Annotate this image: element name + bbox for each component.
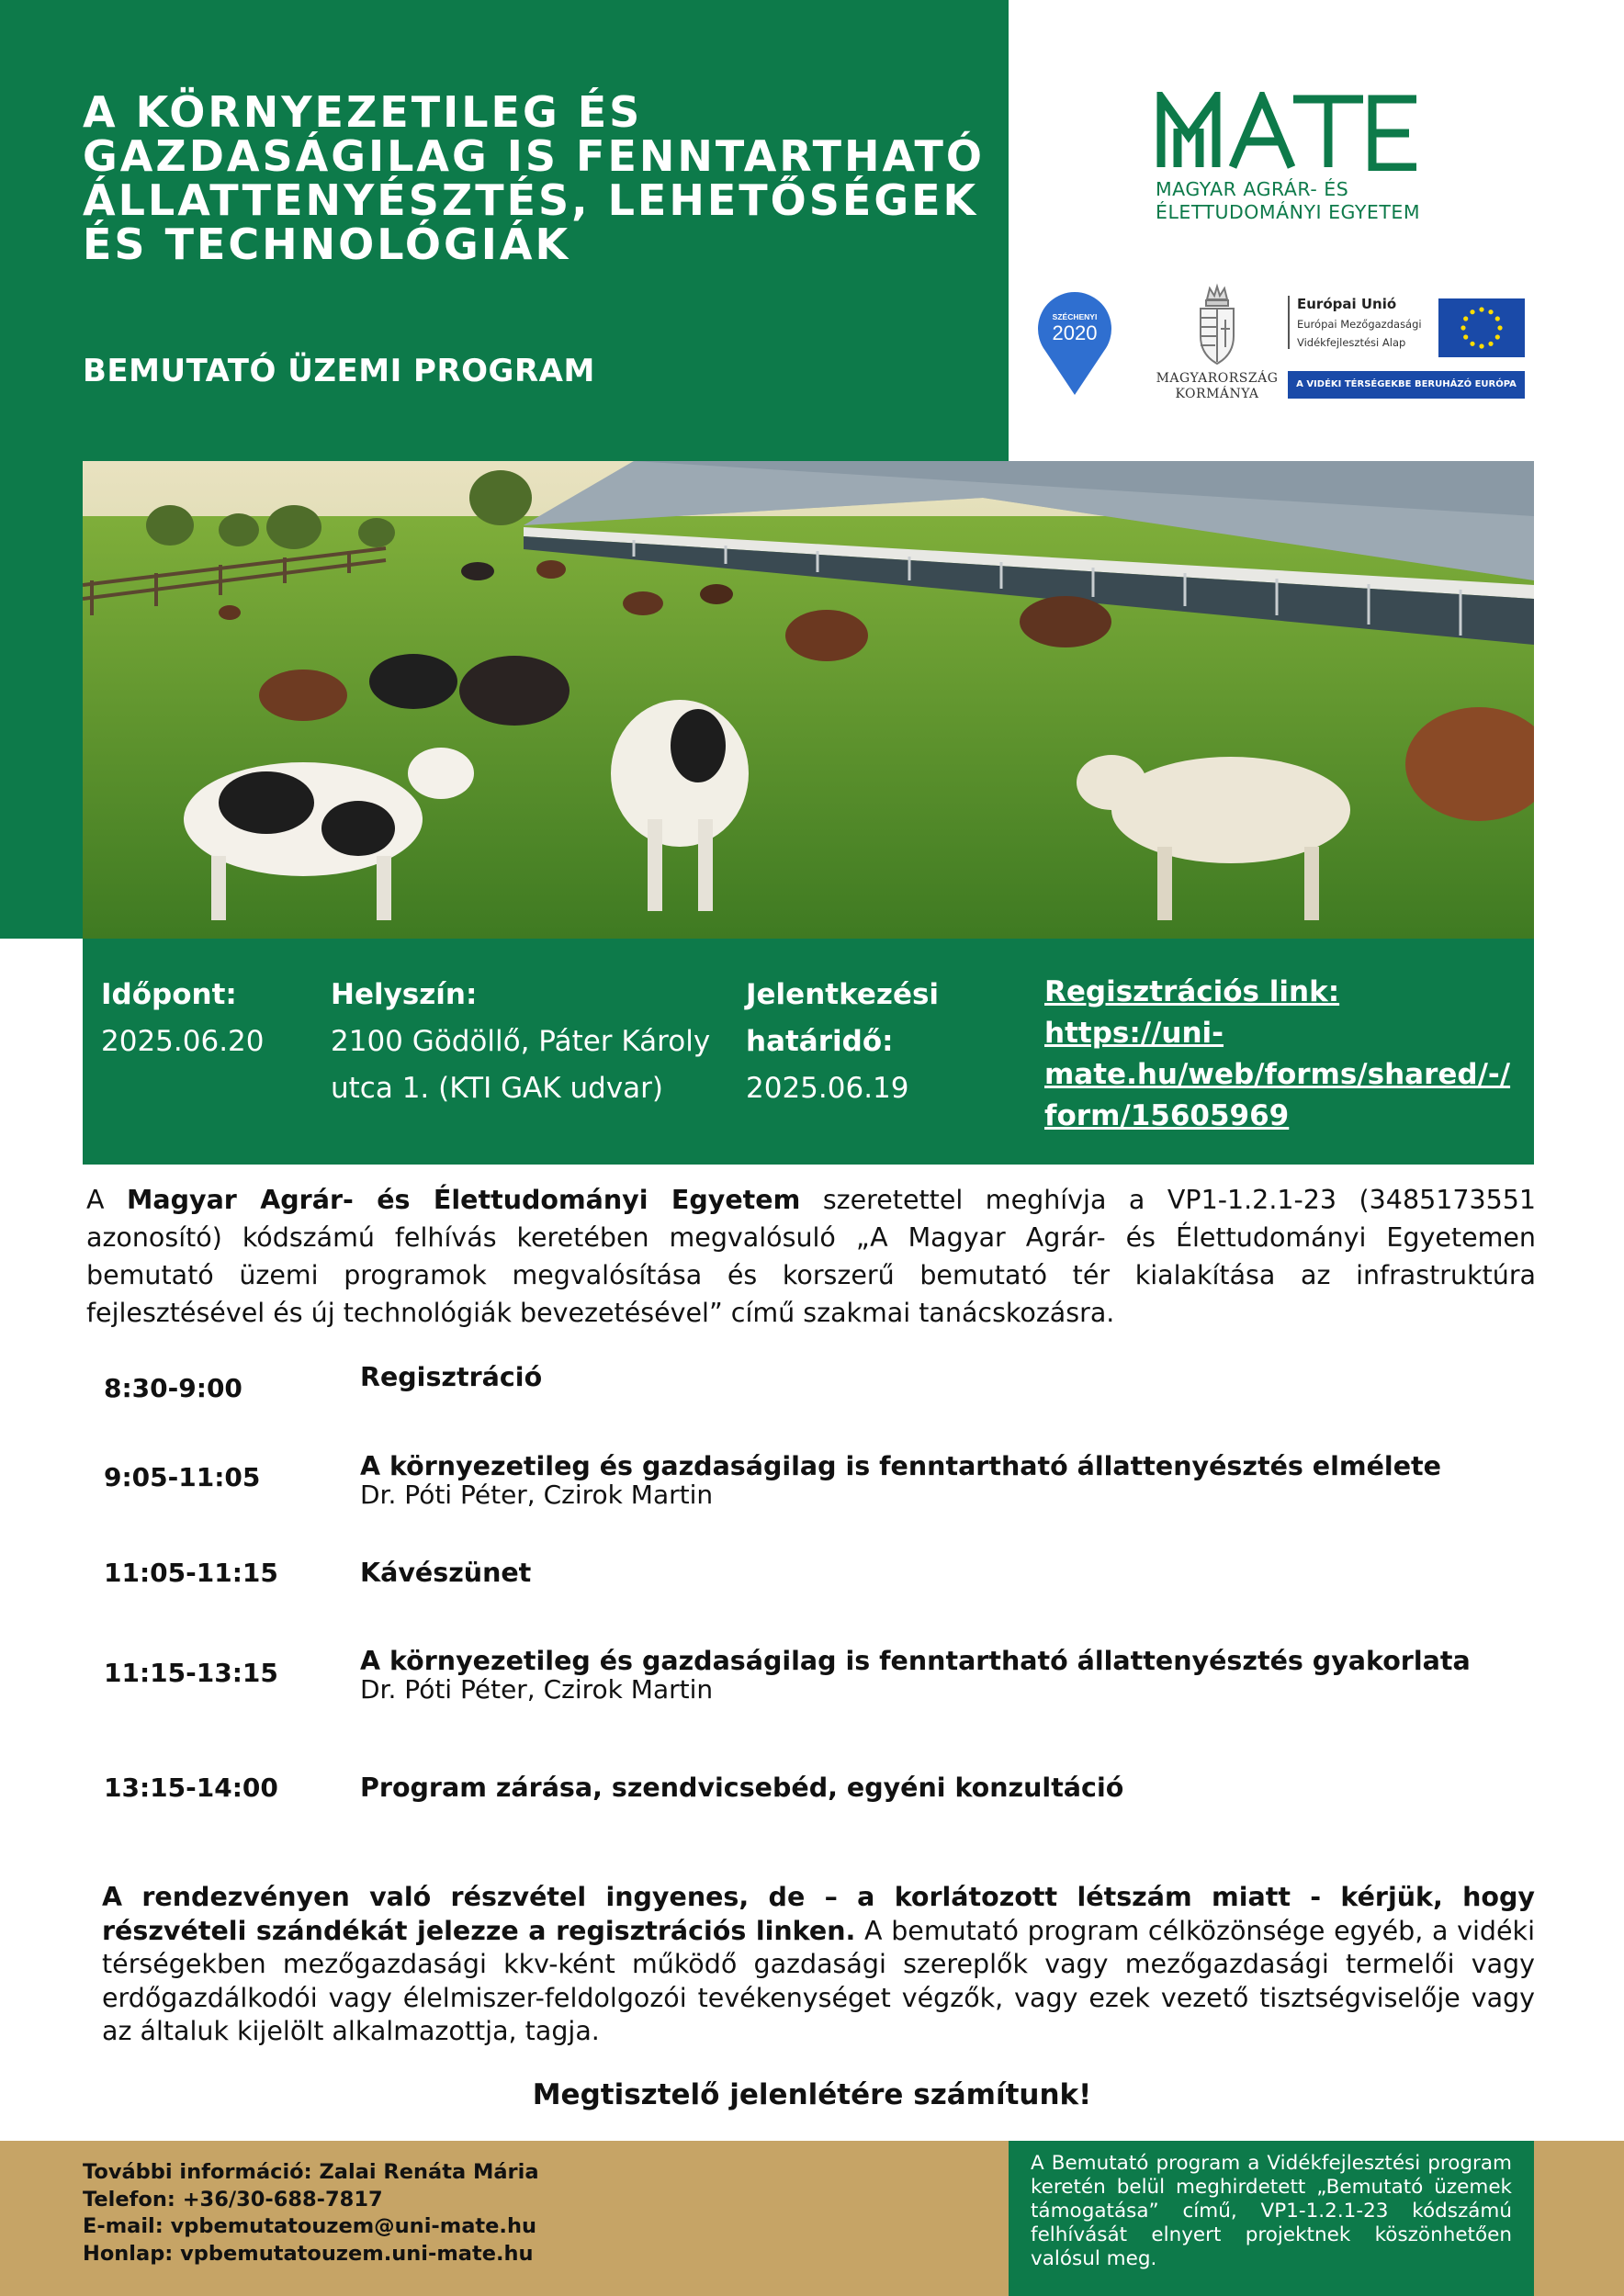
szechenyi-label: SZÉCHENYI — [1052, 312, 1098, 321]
schedule-title: A környezetileg és gazdaságilag is fenntartható állattenyésztés gyakorlata — [360, 1646, 1471, 1676]
eu-banner: A VIDÉKI TÉRSÉGEKBE BERUHÁZÓ EURÓPA — [1288, 371, 1525, 399]
eu-flag-icon — [1438, 298, 1525, 357]
schedule-speakers: Dr. Póti Péter, Czirok Martin — [360, 1674, 714, 1705]
schedule-time: 9:05-11:05 — [104, 1462, 261, 1492]
date-label: Időpont: — [101, 978, 237, 1011]
registration-block[interactable] — [1044, 972, 1510, 1137]
government-line1: MAGYARORSZÁG — [1156, 371, 1279, 386]
deadline-label-line1: Jelentkezési — [746, 978, 940, 1011]
schedule-title: Regisztráció — [360, 1362, 543, 1392]
contact-website[interactable]: Honlap: vpbemutatouzem.uni-mate.hu — [83, 2241, 534, 2266]
eu-title: Európai Unió — [1297, 296, 1397, 312]
eu-text — [1288, 296, 1422, 349]
notice-bold: A rendezvényen való részvétel ingyenes, de – a korlátozott létszám miatt - kérjük, hogy részvételi szándékát jelezze a regisztrációs linken. — [102, 1882, 1535, 1946]
eu-fund-line2: Vidékfejlesztési Alap — [1297, 336, 1406, 349]
schedule-speakers: Dr. Póti Péter, Czirok Martin — [360, 1480, 714, 1510]
intro-text: szeretettel meghívja a VP1-1.2.1-23 (3485173551 azonosító) kódszámú felhívás keretében megvalósuló „A Magyar Agrár- és Élettudományi Egyetemen bemutató üzemi programok megvalósítása és korszerű bemutató tér kialakítása az infrastruktúra fejlesztésével és új technológiák bevezetésével” című szakmai tanácskozásra. — [86, 1185, 1537, 1328]
notice-text: A bemutató program célközönsége egyéb, a vidéki térségekben mezőgazdasági kkv-ként működő gazdasági szereplők vagy mezőgazdasági termelői vagy erdőgazdálkodói vagy élelmiszer-feldolgozói tevékenységet végzők, vagy ezek vezető tisztségviselője vagy az általuk kijelölt alkalmazottja, tagja. — [102, 1915, 1535, 2046]
intro-paragraph — [86, 1181, 1536, 1332]
deadline-label-line2: határidő: — [746, 1025, 894, 1058]
event-info-band — [83, 939, 1534, 1165]
contact-person: További információ: Zalai Renáta Mária — [83, 2160, 539, 2184]
mate-logo-line2: ÉLETTUDOMÁNYI EGYETEM — [1156, 201, 1421, 223]
project-funding-note: A Bemutató program a Vidékfejlesztési program keretén belül meghirdetett „Bemutató üzemek támogatása” című, VP1-1.2.1-23 kódszámú felhívását elnyert projektnek köszönhetően valósul meg. — [1009, 2141, 1534, 2296]
closing-line: Megtisztelő jelenlétére számítunk! — [532, 2078, 1092, 2111]
location-line2: utca 1. (KTI GAK udvar) — [331, 1072, 663, 1105]
schedule-title: Program zárása, szendvicsebéd, egyéni konzultáció — [360, 1773, 1124, 1803]
intro-prefix: A — [86, 1185, 127, 1215]
page-title: A KÖRNYEZETILEG ÉS GAZDASÁGILAG IS FENNTARTHATÓ ÁLLATTENYÉSZTÉS, LEHETŐSÉGEK ÉS TECHNOLÓGIÁK — [83, 87, 986, 269]
location-label: Helyszín: — [331, 978, 478, 1011]
szechenyi-2020-badge-icon — [1036, 287, 1113, 397]
mate-logo-text — [1156, 178, 1431, 224]
szechenyi-year: 2020 — [1052, 321, 1098, 344]
contact-phone: Telefon: +36/30-688-7817 — [83, 2187, 383, 2212]
mate-wordmark-icon — [1156, 92, 1422, 171]
government-line2: KORMÁNYA — [1175, 387, 1259, 401]
location-line1: 2100 Gödöllő, Páter Károly — [331, 1025, 711, 1058]
contact-email[interactable]: E-mail: vpbemutatouzem@uni-mate.hu — [83, 2214, 536, 2238]
schedule-title: A környezetileg és gazdaságilag is fenntartható állattenyésztés elmélete — [360, 1451, 1441, 1481]
coat-of-arms-icon — [1196, 283, 1238, 367]
schedule-title: Kávészünet — [360, 1558, 532, 1588]
farm-photo — [83, 461, 1534, 939]
registration-link-line2[interactable]: mate.hu/web/forms/shared/-/ — [1044, 1058, 1511, 1091]
cattle-pasture-image — [83, 461, 1534, 939]
contact-block — [83, 2159, 539, 2268]
registration-link-line1[interactable]: https://uni- — [1044, 1017, 1224, 1050]
date-value: 2025.06.20 — [101, 1025, 265, 1058]
schedule-time: 13:15-14:00 — [104, 1773, 278, 1803]
page-subtitle: BEMUTATÓ ÜZEMI PROGRAM — [83, 353, 595, 389]
intro-organization: Magyar Agrár- és Élettudományi Egyetem — [127, 1185, 801, 1215]
schedule-time: 11:05-11:15 — [104, 1558, 278, 1588]
government-crest — [1154, 283, 1280, 402]
schedule-time: 11:15-13:15 — [104, 1658, 278, 1688]
eu-fund-line1: Európai Mezőgazdasági — [1297, 318, 1422, 331]
deadline-block — [746, 972, 939, 1112]
registration-link-line3[interactable]: form/15605969 — [1044, 1099, 1290, 1132]
registration-label[interactable]: Regisztrációs link: — [1044, 975, 1340, 1008]
location-block — [331, 972, 710, 1112]
participation-notice — [102, 1881, 1535, 2049]
deadline-value: 2025.06.19 — [746, 1072, 909, 1105]
mate-logo — [1156, 92, 1431, 224]
schedule-time: 8:30-9:00 — [104, 1373, 242, 1403]
mate-logo-line1: MAGYAR AGRÁR- ÉS — [1156, 178, 1349, 200]
date-block — [101, 972, 265, 1065]
